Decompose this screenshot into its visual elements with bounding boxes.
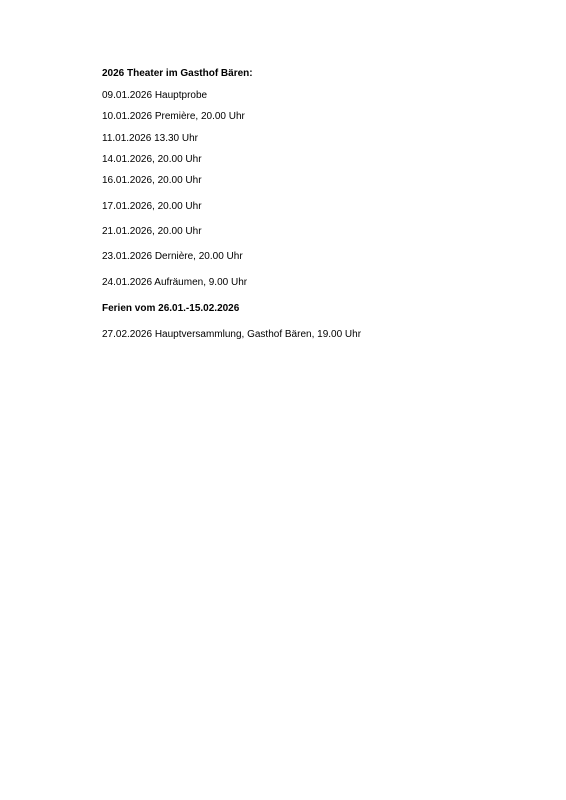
schedule-entry-14-01: 14.01.2026, 20.00 Uhr <box>102 154 202 165</box>
schedule-entry-premiere: 10.01.2026 Première, 20.00 Uhr <box>102 111 245 122</box>
schedule-entry-21-01: 21.01.2026, 20.00 Uhr <box>102 226 202 237</box>
schedule-entry-aufraeumen: 24.01.2026 Aufräumen, 9.00 Uhr <box>102 277 248 288</box>
schedule-entry-derniere: 23.01.2026 Dernière, 20.00 Uhr <box>102 251 243 262</box>
holiday-notice: Ferien vom 26.01.-15.02.2026 <box>102 303 240 314</box>
schedule-entry-17-01: 17.01.2026, 20.00 Uhr <box>102 201 202 212</box>
schedule-entry-16-01: 16.01.2026, 20.00 Uhr <box>102 175 202 186</box>
schedule-entry-11-01: 11.01.2026 13.30 Uhr <box>102 133 199 144</box>
schedule-entry-hauptprobe: 09.01.2026 Hauptprobe <box>102 90 208 101</box>
meeting-entry: 27.02.2026 Hauptversammlung, Gasthof Bären, 19.00 Uhr <box>102 329 362 340</box>
document-heading: 2026 Theater im Gasthof Bären: <box>102 68 253 79</box>
